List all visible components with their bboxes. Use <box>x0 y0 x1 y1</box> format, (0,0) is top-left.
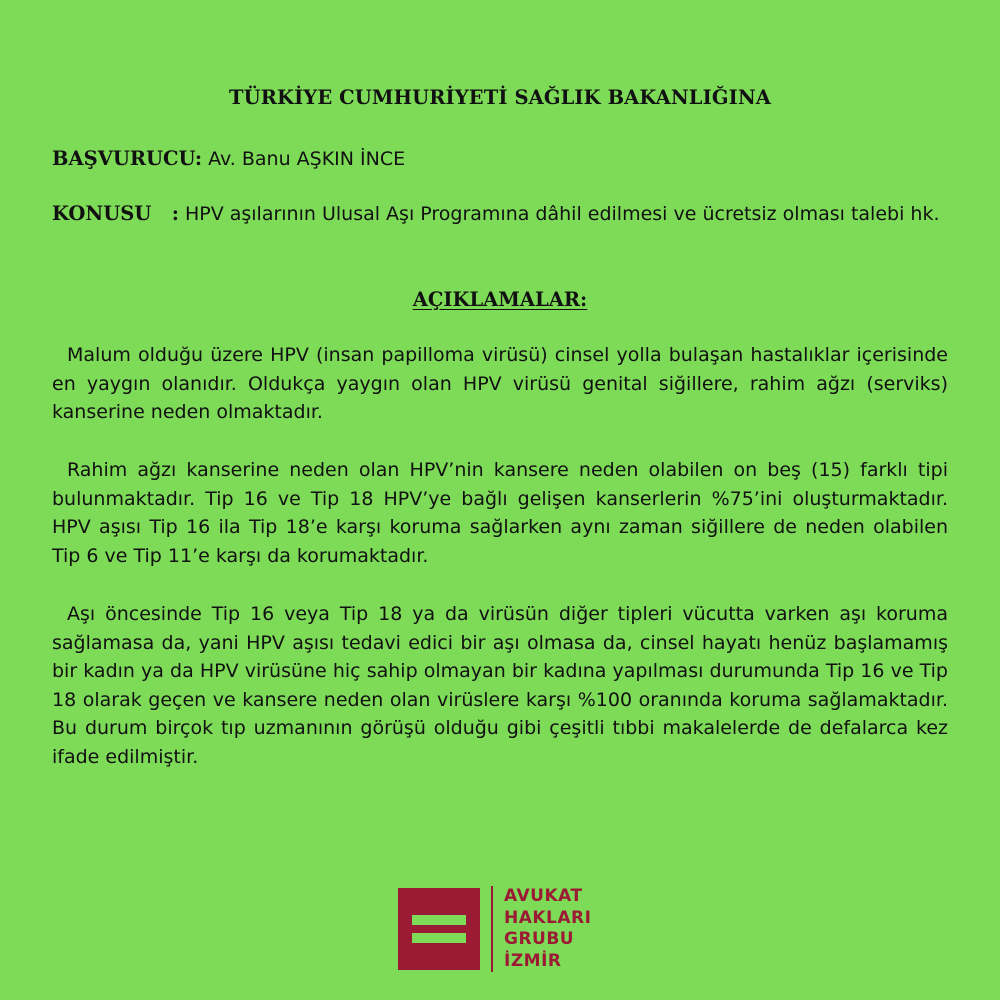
logo-line-4: İZMİR <box>504 950 562 971</box>
section-heading: AÇIKLAMALAR: <box>412 288 588 311</box>
document-title: TÜRKİYE CUMHURİYETİ SAĞLIK BAKANLIĞINA <box>229 86 771 109</box>
applicant-line <box>52 144 948 174</box>
logo-line-1: AVUKAT <box>504 886 583 906</box>
subject-line <box>52 199 948 229</box>
logo-divider <box>491 886 493 972</box>
applicant-value: Av. Banu AŞKIN İNCE <box>202 148 406 170</box>
subject-value: HPV aşılarının Ulusal Aşı Programına dâhil edilmesi ve ücretsiz olması talebi hk. <box>178 203 940 225</box>
logo-line-2: HAKLARI <box>504 907 592 928</box>
subject-label: KONUSU : <box>52 202 179 225</box>
paragraph-2: Rahim ağzı kanserine neden olan HPV’nin kansere neden olabilen on beş (15) farklı tipi bulunmaktadır. Tip 16 ve Tip 18 HPV’ye bağlı gelişen kanserlerin %75’ini oluşturmaktadır. HPV aşısı Tip 16 ila Tip 18’e karşı koruma sağlarken aynı zaman siğillere de neden olabilen Tip 6 ve Tip 11’e karşı da korumaktadır. <box>52 459 948 567</box>
logo-line-3: GRUBU <box>504 929 575 949</box>
paragraph-3: Aşı öncesinde Tip 16 veya Tip 18 ya da virüsün diğer tipleri vücutta varken aşı koruma sağlamasa da, yani HPV aşısı tedavi edici bir aşı olmasa da, cinsel hayatı henüz başlamamış bir kadın ya da HPV virüsüne hiç sahip olmayan bir kadına yapılması durumunda Tip 16 ve Tip 18 olarak geçen ve kansere neden olan virüslere karşı %100 oranında koruma sağlamaktadır. Bu durum birçok tıp uzmanının görüşü olduğu gibi çeşitli tıbbi makalelerde de defalarca kez ifade edilmiştir. <box>52 603 948 768</box>
organization-logo <box>396 886 626 972</box>
logo-text <box>504 886 591 972</box>
paragraph-1: Malum olduğu üzere HPV (insan papilloma virüsü) cinsel yolla bulaşan hastalıklar içerisinde en yaygın olanıdır. Oldukça yaygın olan HPV virüsü genital siğillere, rahim ağzı (serviks) kanserine neden olmaktadır. <box>52 344 948 424</box>
logo-mark-icon <box>398 888 480 970</box>
applicant-label: BAŞVURUCU: <box>52 147 203 170</box>
